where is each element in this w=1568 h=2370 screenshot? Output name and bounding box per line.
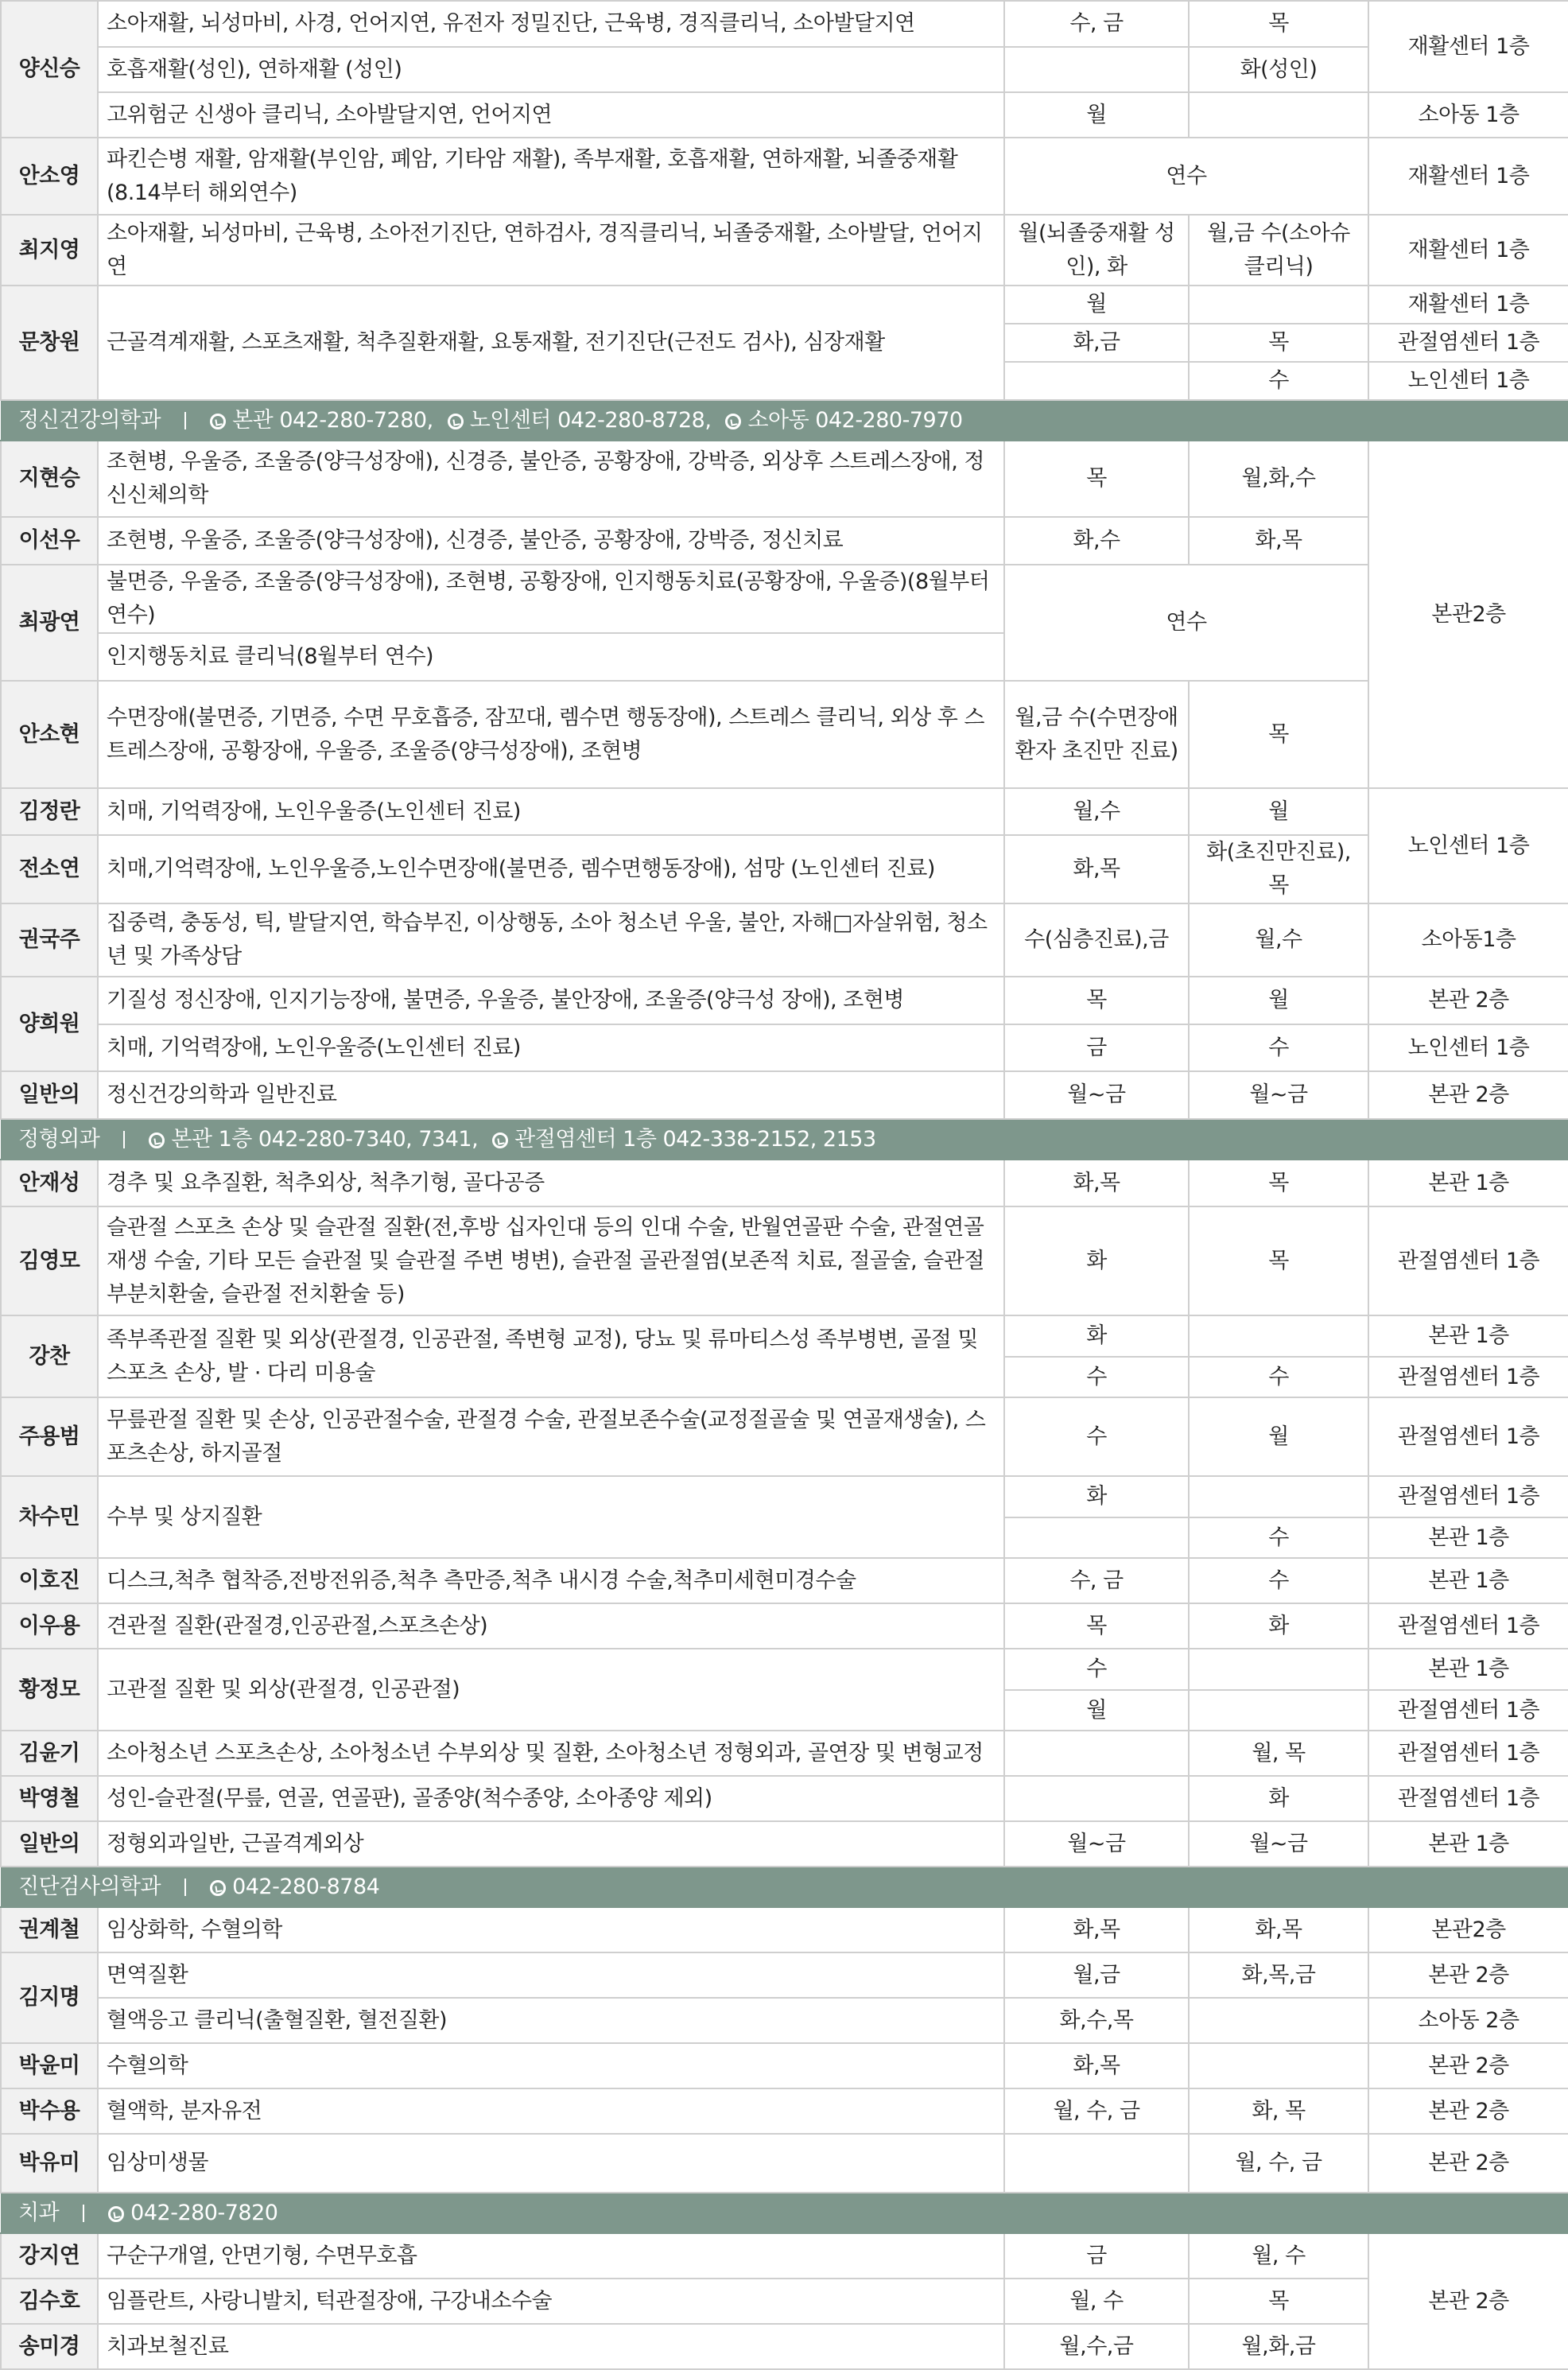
pm-days: 화 xyxy=(1189,1603,1368,1649)
specialty: 집중력, 충동성, 틱, 발달지연, 학습부진, 이상행동, 소아 청소년 우울, 불안, 자해□자살위험, 청소년 및 가족상담 xyxy=(98,903,1004,977)
table-row xyxy=(1,2279,1568,2324)
specialty: 구순구개열, 안면기형, 수면무호흡 xyxy=(98,2233,1004,2279)
am-days xyxy=(1004,47,1189,92)
table-row xyxy=(1,1315,1568,1357)
am-days: 수 xyxy=(1004,1357,1189,1397)
pm-days xyxy=(1189,1315,1368,1357)
divider xyxy=(184,1879,186,1896)
doctor-name: 일반의 xyxy=(1,1821,98,1867)
pm-days xyxy=(1189,92,1368,138)
location: 소아동 2층 xyxy=(1368,1998,1568,2043)
specialty: 파킨슨병 재활, 암재활(부인암, 폐암, 기타암 재활), 족부재활, 호흡재활, 연하재활, 뇌졸중재활(8.14부터 해외연수) xyxy=(98,138,1004,215)
specialty: 성인-슬관절(무릎, 연골, 연골판), 골종양(척수종양, 소아종양 제외) xyxy=(98,1776,1004,1821)
location: 노인센터 1층 xyxy=(1368,1024,1568,1071)
department-header xyxy=(1,2193,1568,2233)
specialty: 호흡재활(성인), 연하재활 (성인) xyxy=(98,47,1004,92)
am-days: 월 xyxy=(1004,1690,1189,1731)
department-header-cell xyxy=(1,1867,1568,1907)
am-days: 목 xyxy=(1004,977,1189,1024)
am-days: 월,금 수(수면장애환자 초진만 진료) xyxy=(1004,681,1189,788)
department-name: 진단검사의학과 xyxy=(18,1874,161,1899)
location: 본관 1층 xyxy=(1368,1517,1568,1558)
pm-days xyxy=(1189,286,1368,324)
table-row xyxy=(1,835,1568,903)
doctor-name: 박영철 xyxy=(1,1776,98,1821)
am-days: 화,수 xyxy=(1004,517,1189,565)
specialty: 면역질환 xyxy=(98,1952,1004,1998)
department-header xyxy=(1,1867,1568,1907)
phone-number: 042-280-8784 xyxy=(232,1874,380,1899)
pm-days: 월~금 xyxy=(1189,1821,1368,1867)
am-days: 수 xyxy=(1004,1397,1189,1476)
table-row xyxy=(1,441,1568,517)
pm-days: 월, 목 xyxy=(1189,1731,1368,1776)
table-row xyxy=(1,1776,1568,1821)
phone-number: 관절염센터 1층 042-338-2152, 2153 xyxy=(514,1126,876,1152)
doctor-name: 안소영 xyxy=(1,138,98,215)
pm-days xyxy=(1189,2043,1368,2088)
phone-number: 노인센터 042-280-8728, xyxy=(469,407,712,433)
specialty: 무릎관절 질환 및 손상, 인공관절수술, 관절경 수술, 관절보존수술(교정절골술 및 연골재생술), 스포츠손상, 하지골절 xyxy=(98,1397,1004,1476)
table-row xyxy=(1,1731,1568,1776)
specialty: 기질성 정신장애, 인지기능장애, 불면증, 우울증, 불안장애, 조울증(양극성 장애), 조현병 xyxy=(98,977,1004,1024)
specialty: 수면장애(불면증, 기면증, 수면 무호흡증, 잠꼬대, 렘수면 행동장애), 스트레스 클리닉, 외상 후 스트레스장애, 공황장애, 우울증, 조울증(양극성장애), 조현병 xyxy=(98,681,1004,788)
table-row xyxy=(1,286,1568,324)
location: 재활센터 1층 xyxy=(1368,138,1568,215)
doctor-name: 이우용 xyxy=(1,1603,98,1649)
location: 노인센터 1층 xyxy=(1368,362,1568,400)
am-days: 월~금 xyxy=(1004,1071,1189,1119)
pm-days xyxy=(1189,1690,1368,1731)
department-header-cell xyxy=(1,1119,1568,1160)
doctor-name: 황정모 xyxy=(1,1649,98,1731)
specialty: 견관절 질환(관절경,인공관절,스포츠손상) xyxy=(98,1603,1004,1649)
doctor-name: 전소연 xyxy=(1,835,98,903)
am-days: 월,수 xyxy=(1004,788,1189,835)
am-days: 화,수,목 xyxy=(1004,1998,1189,2043)
doctor-name: 김정란 xyxy=(1,788,98,835)
department-header-cell xyxy=(1,2193,1568,2233)
am-days: 월,수,금 xyxy=(1004,2324,1189,2369)
am-days: 화 xyxy=(1004,1476,1189,1517)
specialty: 수혈의학 xyxy=(98,2043,1004,2088)
doctor-name: 송미경 xyxy=(1,2324,98,2369)
specialty: 치과보철진료 xyxy=(98,2324,1004,2369)
department-header xyxy=(1,400,1568,441)
pm-days: 화,목 xyxy=(1189,1907,1368,1952)
specialty: 족부족관절 질환 및 외상(관절경, 인공관절, 족변형 교정), 당뇨 및 류마티스성 족부병변, 골절 및 스포츠 손상, 발 · 다리 미용술 xyxy=(98,1315,1004,1397)
location: 본관2층 xyxy=(1368,441,1568,788)
location: 관절염센터 1층 xyxy=(1368,1690,1568,1731)
am-days: 월, 수 xyxy=(1004,2279,1189,2324)
am-days: 월,금 xyxy=(1004,1952,1189,1998)
location: 노인센터 1층 xyxy=(1368,788,1568,903)
am-days: 금 xyxy=(1004,1024,1189,1071)
am-days: 수, 금 xyxy=(1004,1558,1189,1603)
table-row xyxy=(1,1160,1568,1206)
am-days: 월 xyxy=(1004,92,1189,138)
pm-days: 목 xyxy=(1189,2279,1368,2324)
pm-days: 수 xyxy=(1189,1558,1368,1603)
pm-days: 화, 목 xyxy=(1189,2088,1368,2134)
table-row xyxy=(1,681,1568,788)
specialty: 혈액학, 분자유전 xyxy=(98,2088,1004,2134)
pm-days: 목 xyxy=(1189,1,1368,47)
table-row xyxy=(1,788,1568,835)
pm-days: 월 xyxy=(1189,1397,1368,1476)
phone-entry xyxy=(492,1123,875,1156)
doctor-name: 양희원 xyxy=(1,977,98,1071)
am-days: 화,금 xyxy=(1004,324,1189,362)
am-days xyxy=(1004,1731,1189,1776)
am-days: 수(심층진료),금 xyxy=(1004,903,1189,977)
specialty: 정형외과일반, 근골격계외상 xyxy=(98,1821,1004,1867)
location: 본관 2층 xyxy=(1368,1952,1568,1998)
location: 본관 2층 xyxy=(1368,2088,1568,2134)
pm-days: 월,화,수 xyxy=(1189,441,1368,517)
phone-number: 본관 042-280-7280, xyxy=(232,407,433,433)
pm-days: 월,금 수(소아슈클리닉) xyxy=(1189,215,1368,286)
specialty: 정신건강의학과 일반진료 xyxy=(98,1071,1004,1119)
specialty: 고관절 질환 및 외상(관절경, 인공관절) xyxy=(98,1649,1004,1731)
table-row xyxy=(1,565,1568,633)
specialty: 근골격계재활, 스포츠재활, 척추질환재활, 요통재활, 전기진단(근전도 검사), 심장재활 xyxy=(98,286,1004,400)
am-days xyxy=(1004,362,1189,400)
phone-icon xyxy=(108,2206,124,2222)
specialty: 조현병, 우울증, 조울증(양극성장애), 신경증, 불안증, 공황장애, 강박증, 외상후 스트레스장애, 정신신체의학 xyxy=(98,441,1004,517)
phone-entry xyxy=(210,1871,379,1904)
pm-days xyxy=(1189,1476,1368,1517)
table-row xyxy=(1,1603,1568,1649)
table-row xyxy=(1,1071,1568,1119)
pm-days: 목 xyxy=(1189,681,1368,788)
phone-entry xyxy=(210,404,433,437)
location: 본관2층 xyxy=(1368,1907,1568,1952)
doctor-name: 이선우 xyxy=(1,517,98,565)
doctor-name: 일반의 xyxy=(1,1071,98,1119)
doctor-name: 박수용 xyxy=(1,2088,98,2134)
table-row xyxy=(1,1397,1568,1476)
specialty: 슬관절 스포츠 손상 및 슬관절 질환(전,후방 십자인대 등의 인대 수술, 반월연골판 수술, 관절연골 재생 수술, 기타 모든 슬관절 및 슬관절 주변 병변), 슬관절 골관절염(보존적 치료, 절골술, 슬관절 부분치환술, 슬관절 전치환술 등) xyxy=(98,1206,1004,1315)
am-days: 월~금 xyxy=(1004,1821,1189,1867)
am-days: 월(뇌졸중재활 성인), 화 xyxy=(1004,215,1189,286)
specialty: 경추 및 요추질환, 척추외상, 척추기형, 골다공증 xyxy=(98,1160,1004,1206)
pm-days: 목 xyxy=(1189,324,1368,362)
location: 관절염센터 1층 xyxy=(1368,1476,1568,1517)
schedule-note: 연수 xyxy=(1004,565,1368,681)
table-row xyxy=(1,138,1568,215)
table-row xyxy=(1,1998,1568,2043)
department-header xyxy=(1,1119,1568,1160)
table-row xyxy=(1,1,1568,47)
specialty: 혈액응고 클리닉(출혈질환, 혈전질환) xyxy=(98,1998,1004,2043)
table-row xyxy=(1,92,1568,138)
table-row xyxy=(1,2134,1568,2193)
am-days xyxy=(1004,2134,1189,2193)
doctor-name: 강지연 xyxy=(1,2233,98,2279)
schedule-note: 연수 xyxy=(1004,138,1368,215)
location: 본관 1층 xyxy=(1368,1558,1568,1603)
am-days xyxy=(1004,1517,1189,1558)
doctor-name: 주용범 xyxy=(1,1397,98,1476)
location: 재활센터 1층 xyxy=(1368,1,1568,92)
table-row xyxy=(1,2088,1568,2134)
pm-days: 화(초진만진료),목 xyxy=(1189,835,1368,903)
location: 관절염센터 1층 xyxy=(1368,1731,1568,1776)
divider xyxy=(123,1131,125,1148)
pm-days: 화,목 xyxy=(1189,517,1368,565)
location: 본관 1층 xyxy=(1368,1649,1568,1690)
specialty: 인지행동치료 클리닉(8월부터 연수) xyxy=(98,633,1004,681)
phone-entry xyxy=(149,1123,478,1156)
doctor-name: 안소현 xyxy=(1,681,98,788)
location: 본관 1층 xyxy=(1368,1160,1568,1206)
am-days: 화,목 xyxy=(1004,835,1189,903)
department-name: 정신건강의학과 xyxy=(18,407,161,433)
doctor-name: 강찬 xyxy=(1,1315,98,1397)
table-row xyxy=(1,47,1568,92)
location: 재활센터 1층 xyxy=(1368,215,1568,286)
pm-days: 수 xyxy=(1189,1357,1368,1397)
specialty: 치매, 기억력장애, 노인우울증(노인센터 진료) xyxy=(98,1024,1004,1071)
table-row xyxy=(1,215,1568,286)
table-row xyxy=(1,1476,1568,1517)
pm-days: 화(성인) xyxy=(1189,47,1368,92)
specialty: 임플란트, 사랑니발치, 턱관절장애, 구강내소수술 xyxy=(98,2279,1004,2324)
pm-days: 월,화,금 xyxy=(1189,2324,1368,2369)
table-row xyxy=(1,977,1568,1024)
specialty: 소아재활, 뇌성마비, 근육병, 소아전기진단, 연하검사, 경직클리닉, 뇌졸중재활, 소아발달, 언어지연 xyxy=(98,215,1004,286)
specialty: 디스크,척추 협착증,전방전위증,척추 측만증,척추 내시경 수술,척추미세현미경수술 xyxy=(98,1558,1004,1603)
department-name: 치과 xyxy=(18,2200,60,2225)
am-days: 화,목 xyxy=(1004,1160,1189,1206)
am-days: 수 xyxy=(1004,1649,1189,1690)
pm-days xyxy=(1189,1649,1368,1690)
doctor-name: 이호진 xyxy=(1,1558,98,1603)
specialty: 조현병, 우울증, 조울증(양극성장애), 신경증, 불안증, 공황장애, 강박증, 정신치료 xyxy=(98,517,1004,565)
table-row xyxy=(1,2043,1568,2088)
doctor-name: 최광연 xyxy=(1,565,98,681)
phone-number: 042-280-7820 xyxy=(130,2200,278,2225)
pm-days: 월,수 xyxy=(1189,903,1368,977)
doctor-name: 문창원 xyxy=(1,286,98,400)
am-days: 금 xyxy=(1004,2233,1189,2279)
location: 본관 2층 xyxy=(1368,2233,1568,2369)
phone-icon xyxy=(725,414,741,429)
specialty: 임상화학, 수혈의학 xyxy=(98,1907,1004,1952)
phone-icon xyxy=(149,1133,165,1148)
specialty: 소아재활, 뇌성마비, 사경, 언어지연, 유전자 정밀진단, 근육병, 경직클리닉, 소아발달지연 xyxy=(98,1,1004,47)
specialty: 임상미생물 xyxy=(98,2134,1004,2193)
location: 관절염센터 1층 xyxy=(1368,1206,1568,1315)
department-header-cell xyxy=(1,400,1568,441)
am-days xyxy=(1004,1776,1189,1821)
location: 본관 2층 xyxy=(1368,1071,1568,1119)
am-days: 수, 금 xyxy=(1004,1,1189,47)
table-row xyxy=(1,1024,1568,1071)
pm-days: 월, 수, 금 xyxy=(1189,2134,1368,2193)
doctor-name: 차수민 xyxy=(1,1476,98,1558)
phone-entry xyxy=(448,404,712,437)
am-days: 월, 수, 금 xyxy=(1004,2088,1189,2134)
specialty: 치매,기억력장애, 노인우울증,노인수면장애(불면증, 렘수면행동장애), 섬망 (노인센터 진료) xyxy=(98,835,1004,903)
specialty: 불면증, 우울증, 조울증(양극성장애), 조현병, 공황장애, 인지행동치료(공황장애, 우울증)(8월부터 연수) xyxy=(98,565,1004,633)
location: 본관 1층 xyxy=(1368,1821,1568,1867)
am-days: 목 xyxy=(1004,441,1189,517)
phone-icon xyxy=(210,414,226,429)
phone-icon xyxy=(448,414,464,429)
table-row xyxy=(1,517,1568,565)
location: 관절염센터 1층 xyxy=(1368,1603,1568,1649)
pm-days: 화 xyxy=(1189,1776,1368,1821)
pm-days: 월 xyxy=(1189,788,1368,835)
divider xyxy=(184,412,186,429)
pm-days: 수 xyxy=(1189,362,1368,400)
phone-icon xyxy=(210,1880,226,1896)
doctor-name: 김윤기 xyxy=(1,1731,98,1776)
phone-entry xyxy=(725,404,962,437)
location: 재활센터 1층 xyxy=(1368,286,1568,324)
table-row xyxy=(1,2233,1568,2279)
specialty: 치매, 기억력장애, 노인우울증(노인센터 진료) xyxy=(98,788,1004,835)
pm-days: 월, 수 xyxy=(1189,2233,1368,2279)
doctor-name: 양신승 xyxy=(1,1,98,138)
doctor-name: 안재성 xyxy=(1,1160,98,1206)
am-days: 화,목 xyxy=(1004,2043,1189,2088)
phone-number: 소아동 042-280-7970 xyxy=(747,407,963,433)
location: 관절염센터 1층 xyxy=(1368,1357,1568,1397)
am-days: 목 xyxy=(1004,1603,1189,1649)
am-days: 화 xyxy=(1004,1206,1189,1315)
table-row xyxy=(1,903,1568,977)
phone-number: 본관 1층 042-280-7340, 7341, xyxy=(171,1126,479,1152)
pm-days xyxy=(1189,1998,1368,2043)
location: 본관 1층 xyxy=(1368,1315,1568,1357)
pm-days: 수 xyxy=(1189,1024,1368,1071)
pm-days: 월 xyxy=(1189,977,1368,1024)
divider xyxy=(83,2205,84,2222)
location: 본관 2층 xyxy=(1368,977,1568,1024)
location: 소아동 1층 xyxy=(1368,92,1568,138)
doctor-name: 지현승 xyxy=(1,441,98,517)
doctor-name: 권계철 xyxy=(1,1907,98,1952)
specialty: 고위험군 신생아 클리닉, 소아발달지연, 언어지연 xyxy=(98,92,1004,138)
table-row xyxy=(1,1952,1568,1998)
doctor-name: 박유미 xyxy=(1,2134,98,2193)
doctor-name: 김영모 xyxy=(1,1206,98,1315)
pm-days: 화,목,금 xyxy=(1189,1952,1368,1998)
table-row xyxy=(1,1907,1568,1952)
pm-days: 월~금 xyxy=(1189,1071,1368,1119)
specialty: 수부 및 상지질환 xyxy=(98,1476,1004,1558)
location: 관절염센터 1층 xyxy=(1368,324,1568,362)
doctor-name: 권국주 xyxy=(1,903,98,977)
doctor-name: 김지명 xyxy=(1,1952,98,2043)
am-days: 화 xyxy=(1004,1315,1189,1357)
specialty: 소아청소년 스포츠손상, 소아청소년 수부외상 및 질환, 소아청소년 정형외과, 골연장 및 변형교정 xyxy=(98,1731,1004,1776)
pm-days: 목 xyxy=(1189,1160,1368,1206)
department-name: 정형외과 xyxy=(18,1126,100,1152)
am-days: 화,목 xyxy=(1004,1907,1189,1952)
pm-days: 수 xyxy=(1189,1517,1368,1558)
location: 본관 2층 xyxy=(1368,2043,1568,2088)
table-row xyxy=(1,1206,1568,1315)
table-row xyxy=(1,1558,1568,1603)
location: 본관 2층 xyxy=(1368,2134,1568,2193)
doctor-name: 최지영 xyxy=(1,215,98,286)
phone-icon xyxy=(492,1133,508,1148)
doctor-name: 박윤미 xyxy=(1,2043,98,2088)
pm-days: 목 xyxy=(1189,1206,1368,1315)
phone-entry xyxy=(108,2197,278,2230)
location: 관절염센터 1층 xyxy=(1368,1776,1568,1821)
am-days: 월 xyxy=(1004,286,1189,324)
table-row xyxy=(1,1821,1568,1867)
location: 관절염센터 1층 xyxy=(1368,1397,1568,1476)
table-row xyxy=(1,1649,1568,1690)
doctor-name: 김수호 xyxy=(1,2279,98,2324)
location: 소아동1층 xyxy=(1368,903,1568,977)
